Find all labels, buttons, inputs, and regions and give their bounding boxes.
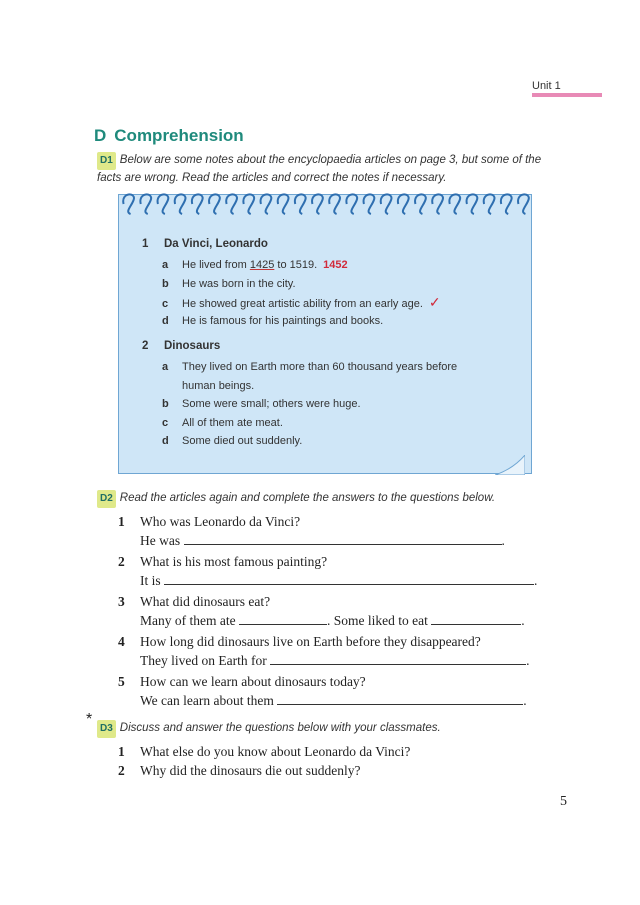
d1-tag: D1 — [97, 152, 116, 170]
d2-question-2: 2 What is his most famous painting? It is . — [118, 554, 538, 588]
spiral-loop — [381, 194, 392, 214]
wrong-fact: 1425 — [249, 259, 275, 271]
d1-instruction — [97, 152, 541, 186]
checkmark-icon: ✓ — [428, 294, 441, 310]
d2-question-3: 3 What did dinosaurs eat? Many of them ate . Some liked to eat . — [118, 594, 525, 628]
d2-question-1: 1 Who was Leonardo da Vinci? He was . — [118, 514, 505, 548]
note-1d: d He is famous for his paintings and books. — [162, 314, 384, 327]
unit-underline-bar — [532, 93, 602, 97]
page-number: 5 — [560, 794, 567, 809]
d2-tag: D2 — [97, 490, 116, 508]
spiral-loop — [261, 194, 272, 214]
d1-line2: facts are wrong. Read the articles and correct the notes if necessary. — [97, 172, 447, 184]
spiral-loop — [484, 194, 495, 214]
d3-questions — [118, 742, 410, 780]
d3-instruction: D3 Discuss and answer the questions below with your classmates. — [97, 720, 441, 738]
spiral-loop — [449, 194, 460, 214]
spiral-loop — [415, 194, 426, 214]
spiral-loop — [123, 194, 134, 214]
unit-label: Unit 1 — [532, 80, 561, 92]
spiral-loop — [364, 194, 375, 214]
d2-question-5: 5 How can we learn about dinosaurs today? We can learn about them . — [118, 674, 527, 708]
note-1b: b He was born in the city. — [162, 277, 296, 290]
spiral-loop — [398, 194, 409, 214]
spiral-loop — [278, 194, 289, 214]
section-title — [94, 126, 244, 146]
section-title-text: Comprehension — [114, 126, 244, 145]
note-2d: d Some died out suddenly. — [162, 435, 303, 447]
challenge-star-icon: * — [86, 711, 93, 728]
note-group-1-heading: 1 Da Vinci, Leonardo — [142, 238, 268, 250]
spiral-loop — [329, 194, 340, 214]
d2-question-4: 4 How long did dinosaurs live on Earth before they disappeared? They lived on Earth for . — [118, 634, 530, 668]
note-1c: c He showed great artistic ability from an early age. ✓ — [162, 294, 441, 310]
spiral-loop — [175, 194, 186, 214]
handwritten-correction: 1452 — [323, 259, 348, 271]
spiral-loop — [518, 194, 529, 214]
spiral-loop — [295, 194, 306, 214]
spiral-loop — [501, 194, 512, 214]
note-2a-cont: human beings. — [182, 379, 255, 392]
spiral-loop — [158, 194, 169, 214]
note-2a: a They lived on Earth more than 60 thousand years before — [162, 361, 458, 373]
note-1a: a He lived from 1425 to 1519. 1452 — [162, 259, 348, 271]
spiral-loop — [467, 194, 478, 214]
page-curl-icon — [495, 455, 525, 475]
spiral-binding-icon — [120, 190, 532, 216]
note-2c: c All of them ate meat. — [162, 416, 283, 429]
spiral-loop — [312, 194, 323, 214]
spiral-loop — [243, 194, 254, 214]
answer-blank[interactable] — [184, 531, 502, 545]
spiral-loop — [432, 194, 443, 214]
d3-question-2: 2 Why did the dinosaurs die out suddenly? — [118, 763, 361, 778]
spiral-loop — [140, 194, 151, 214]
note-group-2-heading: 2 Dinosaurs — [142, 340, 221, 352]
answer-blank[interactable] — [277, 691, 523, 705]
spiral-loop — [209, 194, 220, 214]
spiral-loop — [226, 194, 237, 214]
answer-blank[interactable] — [164, 571, 534, 585]
spiral-loop — [346, 194, 357, 214]
d2-instruction: D2 Read the articles again and complete the answers to the questions below. — [97, 490, 495, 508]
note-2b: b Some were small; others were huge. — [162, 398, 361, 410]
d3-question-1: 1 What else do you know about Leonardo da Vinci? — [118, 744, 411, 759]
d1-line1: Below are some notes about the encyclopaedia articles on page 3, but some of the — [119, 154, 542, 166]
answer-blank[interactable] — [270, 651, 526, 665]
notes-list — [142, 238, 457, 451]
section-letter: D — [94, 126, 107, 145]
answer-blank[interactable] — [431, 611, 521, 625]
d3-tag: D3 — [97, 720, 116, 738]
spiral-loop — [192, 194, 203, 214]
answer-blank[interactable] — [239, 611, 327, 625]
